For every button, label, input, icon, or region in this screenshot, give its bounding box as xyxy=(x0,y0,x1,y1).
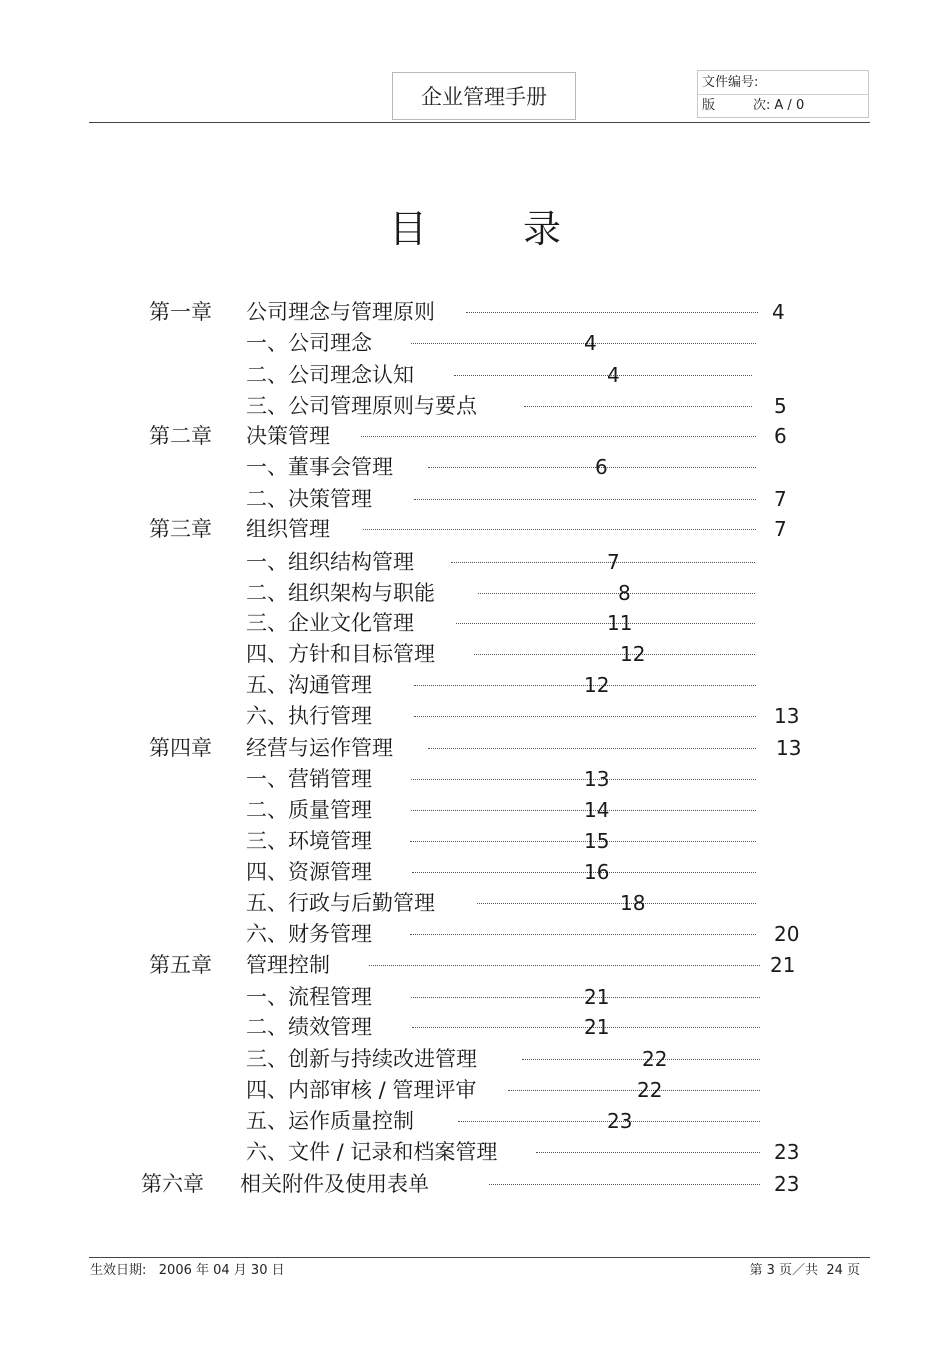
dot-leader xyxy=(489,1184,760,1185)
toc-entry-text: 三、企业文化管理 xyxy=(246,611,414,635)
dot-leader xyxy=(508,1090,760,1091)
toc-page-number: 23 xyxy=(774,1172,800,1196)
toc-section-row[interactable] xyxy=(0,858,950,886)
toc-chapter-row[interactable] xyxy=(0,734,950,762)
toc-page-number: 7 xyxy=(774,517,787,541)
toc-entry-text: 三、环境管理 xyxy=(246,829,372,853)
toc-entry-text: 决策管理 xyxy=(246,424,330,448)
dot-leader xyxy=(414,716,756,717)
toc-page-number: 7 xyxy=(607,550,620,574)
toc-entry-text: 四、内部审核 / 管理评审 xyxy=(246,1078,477,1102)
toc-entry-text: 六、财务管理 xyxy=(246,922,372,946)
toc-entry-text: 六、执行管理 xyxy=(246,704,372,728)
toc-section-row[interactable] xyxy=(0,1107,950,1135)
dot-leader xyxy=(522,1059,760,1060)
toc-page-number: 12 xyxy=(620,642,646,666)
chapter-label: 第二章 xyxy=(149,424,212,448)
version-label-b: 次: xyxy=(753,98,771,113)
toc-entry-text: 一、董事会管理 xyxy=(246,455,393,479)
toc-page-number: 21 xyxy=(584,1015,610,1039)
toc-page-number: 13 xyxy=(584,767,610,791)
toc-entry-text: 二、绩效管理 xyxy=(246,1015,372,1039)
dot-leader xyxy=(410,841,756,842)
toc-section-row[interactable] xyxy=(0,702,950,730)
toc-section-row[interactable] xyxy=(0,453,950,481)
dot-leader xyxy=(536,1152,760,1153)
toc-title: 目录 xyxy=(388,207,657,251)
dot-leader xyxy=(410,934,756,935)
dot-leader xyxy=(428,467,756,468)
toc-section-row[interactable] xyxy=(0,329,950,357)
doc-number-label: 文件编号: xyxy=(702,75,759,90)
footer-page-info: 第 3 页／共 24 页 xyxy=(749,1263,860,1278)
toc-section-row[interactable] xyxy=(0,579,950,607)
dot-leader xyxy=(474,654,755,655)
footer-rule xyxy=(89,1257,870,1258)
toc-page-number: 22 xyxy=(642,1047,668,1071)
toc-entry-text: 四、资源管理 xyxy=(246,860,372,884)
toc-section-row[interactable] xyxy=(0,609,950,637)
chapter-label: 第三章 xyxy=(149,517,212,541)
dot-leader xyxy=(478,593,755,594)
toc-page-number: 23 xyxy=(774,1140,800,1164)
toc-section-row[interactable] xyxy=(0,671,950,699)
toc-chapter-row[interactable] xyxy=(0,515,950,543)
toc-page-number: 21 xyxy=(770,953,796,977)
toc-section-row[interactable] xyxy=(0,889,950,917)
toc-page-number: 6 xyxy=(774,424,787,448)
dot-leader xyxy=(477,903,756,904)
dot-leader xyxy=(451,562,755,563)
toc-page-number: 5 xyxy=(774,394,787,418)
toc-entry-text: 相关附件及使用表单 xyxy=(240,1172,429,1196)
chapter-label: 第一章 xyxy=(149,300,212,324)
toc-section-row[interactable] xyxy=(0,1138,950,1166)
toc-section-row[interactable] xyxy=(0,983,950,1011)
dot-leader xyxy=(466,312,758,313)
toc-entry-text: 一、公司理念 xyxy=(246,331,372,355)
toc-section-row[interactable] xyxy=(0,1013,950,1041)
toc-page-number: 13 xyxy=(776,736,802,760)
toc-section-row[interactable] xyxy=(0,548,950,576)
toc-entry-text: 公司理念与管理原则 xyxy=(246,300,435,324)
toc-entry-text: 一、营销管理 xyxy=(246,767,372,791)
toc-page-number: 12 xyxy=(584,673,610,697)
toc-page-number: 7 xyxy=(774,487,787,511)
dot-leader xyxy=(414,499,756,500)
toc-page-number: 16 xyxy=(584,860,610,884)
version-value: A / 0 xyxy=(774,98,805,113)
manual-title: 企业管理手册 xyxy=(421,85,547,109)
toc-page-number: 20 xyxy=(774,922,800,946)
toc-page-number: 18 xyxy=(620,891,646,915)
toc-entry-text: 三、创新与持续改进管理 xyxy=(246,1047,477,1071)
toc-section-row[interactable] xyxy=(0,640,950,668)
toc-entry-text: 五、沟通管理 xyxy=(246,673,372,697)
toc-section-row[interactable] xyxy=(0,392,950,420)
dot-leader xyxy=(428,748,756,749)
version-label-a: 版 xyxy=(702,98,716,113)
dot-leader xyxy=(369,965,760,966)
toc-entry-text: 二、质量管理 xyxy=(246,798,372,822)
dot-leader xyxy=(363,529,756,530)
chapter-label: 第五章 xyxy=(149,953,212,977)
toc-entry-text: 二、组织架构与职能 xyxy=(246,581,435,605)
toc-section-row[interactable] xyxy=(0,920,950,948)
toc-entry-text: 六、文件 / 记录和档案管理 xyxy=(246,1140,498,1164)
toc-entry-text: 一、流程管理 xyxy=(246,985,372,1009)
toc-entry-text: 五、行政与后勤管理 xyxy=(246,891,435,915)
chapter-label: 第六章 xyxy=(141,1172,204,1196)
dot-leader xyxy=(524,406,752,407)
toc-chapter-row[interactable] xyxy=(0,422,950,450)
toc-section-row[interactable] xyxy=(0,796,950,824)
toc-section-row[interactable] xyxy=(0,827,950,855)
toc-page-number: 4 xyxy=(772,300,785,324)
toc-entry-text: 一、组织结构管理 xyxy=(246,550,414,574)
toc-section-row[interactable] xyxy=(0,1076,950,1104)
toc-entry-text: 二、公司理念认知 xyxy=(246,363,414,387)
toc-entry-text: 组织管理 xyxy=(246,517,330,541)
toc-entry-text: 管理控制 xyxy=(246,953,330,977)
toc-entry-text: 二、决策管理 xyxy=(246,487,372,511)
toc-page-number: 13 xyxy=(774,704,800,728)
toc-entry-text: 三、公司管理原则与要点 xyxy=(246,394,477,418)
toc-entry-text: 五、运作质量控制 xyxy=(246,1109,414,1133)
toc-page-number: 8 xyxy=(618,581,631,605)
toc-page-number: 15 xyxy=(584,829,610,853)
dot-leader xyxy=(361,436,756,437)
toc-chapter-row[interactable] xyxy=(0,298,950,326)
toc-page-number: 4 xyxy=(584,331,597,355)
dot-leader xyxy=(454,375,752,376)
toc-page-number: 4 xyxy=(607,363,620,387)
chapter-label: 第四章 xyxy=(149,736,212,760)
toc-page-number: 11 xyxy=(607,611,633,635)
toc-page-number: 22 xyxy=(637,1078,663,1102)
toc-entry-text: 四、方针和目标管理 xyxy=(246,642,435,666)
toc-page-number: 14 xyxy=(584,798,610,822)
toc-section-row[interactable] xyxy=(0,361,950,389)
toc-chapter-row[interactable] xyxy=(0,951,950,979)
toc-entry-text: 经营与运作管理 xyxy=(246,736,393,760)
toc-page-number: 23 xyxy=(607,1109,633,1133)
toc-section-row[interactable] xyxy=(0,1045,950,1073)
toc-section-row[interactable] xyxy=(0,765,950,793)
toc-page-number: 21 xyxy=(584,985,610,1009)
dot-leader xyxy=(456,623,755,624)
footer-effective-date: 生效日期: 2006 年 04 月 30 日 xyxy=(90,1263,285,1278)
toc-chapter-row[interactable] xyxy=(0,1170,950,1198)
toc-page-number: 6 xyxy=(595,455,608,479)
toc-section-row[interactable] xyxy=(0,485,950,513)
